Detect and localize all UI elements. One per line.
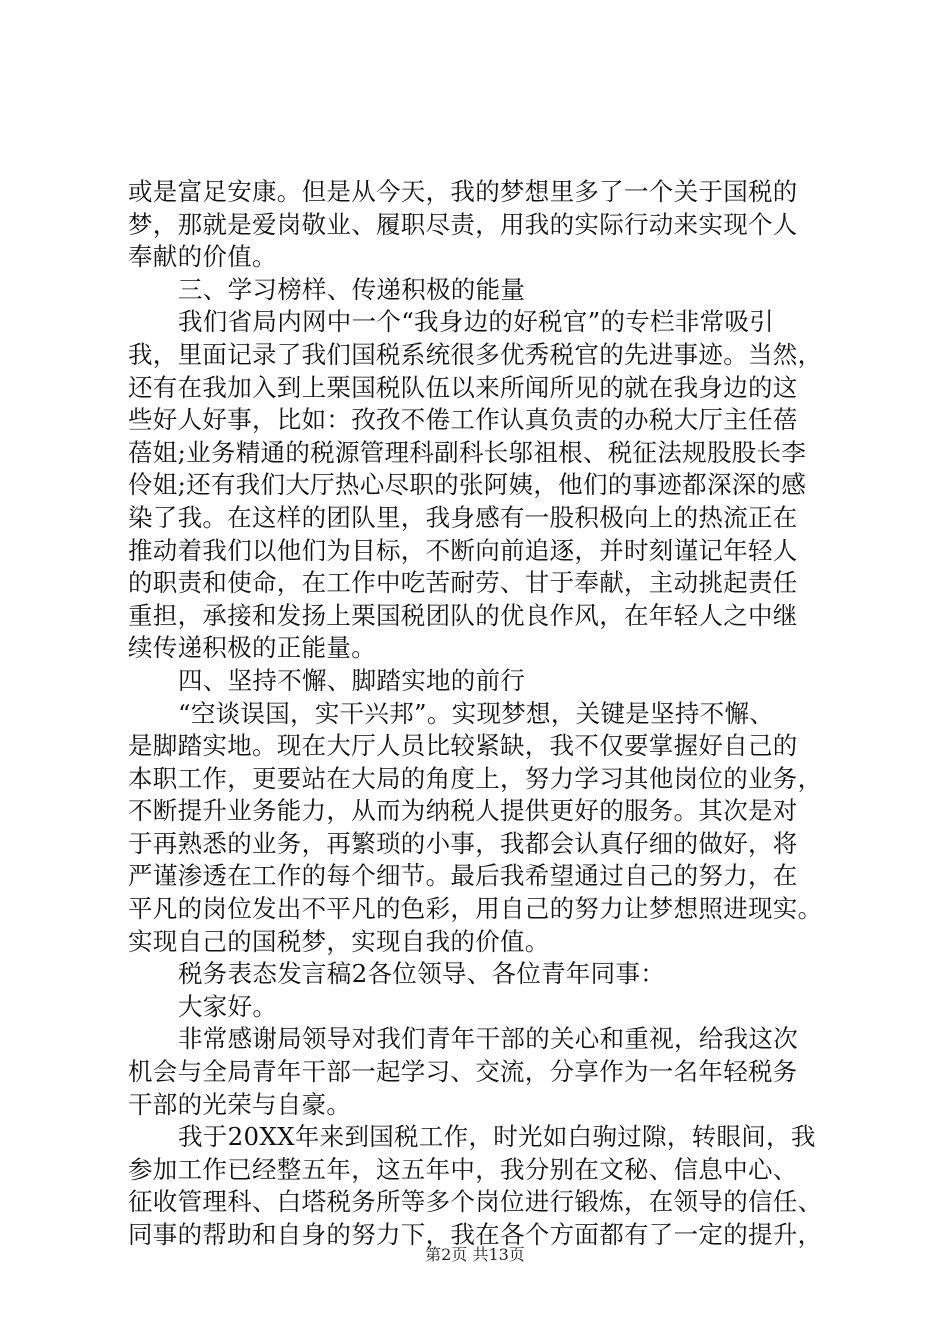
text-line: 征收管理科、白塔税务所等多个岗位进行锻炼，在领导的信任、 bbox=[128, 1187, 823, 1217]
text-line: 的职责和使命，在工作中吃苦耐劳、甘于奉献，主动挑起责任 bbox=[128, 568, 798, 598]
text-line: 不断提升业务能力，从而为纳税人提供更好的服务。其次是对 bbox=[128, 796, 798, 826]
text-line: 重担，承接和发扬上栗国税团队的优良作风，在年轻人之中继 bbox=[128, 600, 798, 630]
text-line: 本职工作，更要站在大局的角度上，努力学习其他岗位的业务， bbox=[128, 763, 823, 793]
text-line: 税务表态发言稿2各位领导、各位青年同事： bbox=[178, 959, 666, 989]
text-line: 或是富足安康。但是从今天，我的梦想里多了一个关于国税的 bbox=[128, 177, 798, 206]
text-line: 严谨渗透在工作的每个细节。最后我希望通过自己的努力，在 bbox=[128, 861, 798, 891]
text-line: 平凡的岗位发出不平凡的色彩，用自己的努力让梦想照进现实。 bbox=[128, 894, 823, 924]
text-line: 续传递积极的正能量。 bbox=[128, 633, 376, 663]
text-line: 我，里面记录了我们国税系统很多优秀税官的先进事迹。当然， bbox=[128, 339, 823, 369]
text-line: 染了我。在这样的团队里，我身感有一股积极向上的热流正在 bbox=[128, 502, 798, 532]
text-line: 还有在我加入到上栗国税队伍以来所闻所见的就在我身边的这 bbox=[128, 372, 798, 402]
document-body bbox=[128, 176, 840, 1252]
text-line: 伶姐;还有我们大厅热心尽职的张阿姨，他们的事迹都深深的感 bbox=[128, 470, 807, 500]
text-line: 我们省局内网中一个“我身边的好税官”的专栏非常吸引 bbox=[178, 307, 775, 337]
text-line: 我于20XX年来到国税工作，时光如白驹过隙，转眼间，我 bbox=[178, 1122, 816, 1152]
text-line: 四、坚持不懈、脚踏实地的前行 bbox=[178, 665, 526, 695]
text-line: 机会与全局青年干部一起学习、交流，分享作为一名年轻税务 bbox=[128, 1057, 798, 1087]
page-footer: 第2页 共13页 bbox=[425, 1245, 525, 1264]
text-line: 推动着我们以他们为目标，不断向前追逐，并时刻谨记年轻人 bbox=[128, 535, 798, 565]
text-line: 大家好。 bbox=[178, 991, 278, 1021]
text-line: 参加工作已经整五年，这五年中，我分别在文秘、信息中心、 bbox=[128, 1154, 798, 1184]
text-line: 同事的帮助和自身的努力下，我在各个方面都有了一定的提升， bbox=[128, 1220, 823, 1249]
text-line: 是脚踏实地。现在大厅人员比较紧缺，我不仅要掌握好自己的 bbox=[128, 731, 798, 761]
text-line: 梦，那就是爱岗敬业、履职尽责，用我的实际行动来实现个人 bbox=[128, 209, 798, 239]
text-line: 干部的光荣与自豪。 bbox=[128, 1089, 352, 1119]
text-line: 奉献的价值。 bbox=[128, 242, 277, 272]
text-line: 于再熟悉的业务，再繁琐的小事，我都会认真仔细的做好，将 bbox=[128, 828, 798, 858]
text-line: 蓓姐;业务精通的税源管理科副科长邬祖根、税征法规股股长李 bbox=[128, 437, 807, 467]
text-line: 非常感谢局领导对我们青年干部的关心和重视，给我这次 bbox=[178, 1024, 798, 1054]
text-line: 些好人好事，比如：孜孜不倦工作认真负责的办税大厅主任蓓 bbox=[128, 405, 798, 435]
text-line: 实现自己的国税梦，实现自我的价值。 bbox=[128, 926, 550, 956]
text-line: “空谈误国，实干兴邦”。实现梦想，关键是坚持不懈、 bbox=[178, 698, 775, 728]
text-line: 三、学习榜样、传递积极的能量 bbox=[178, 274, 526, 304]
